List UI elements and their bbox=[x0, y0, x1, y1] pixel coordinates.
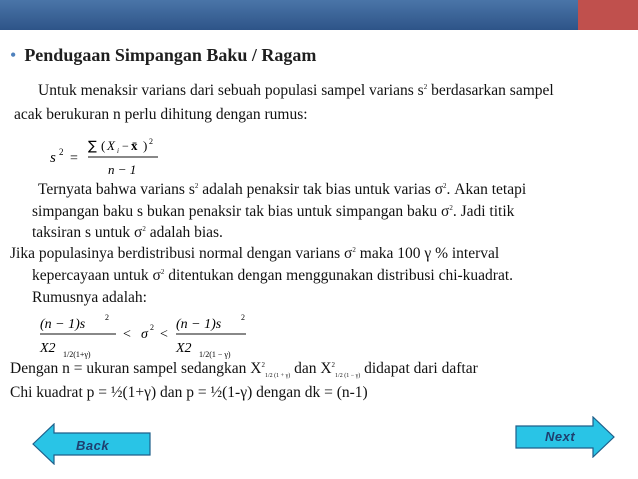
f2-sigma-sq: 2 bbox=[150, 323, 154, 332]
next-button[interactable] bbox=[515, 416, 615, 458]
f1-lhs: s bbox=[50, 150, 56, 166]
formula-confidence-interval bbox=[38, 310, 248, 360]
f2-num-left: (n − 1)s bbox=[40, 317, 86, 332]
p7-sup: 2 bbox=[160, 267, 165, 276]
paragraph-10: Chi kuadrat p = ½(1+γ) dan p = ½(1-γ) dengan dk = (n-1) bbox=[10, 384, 368, 401]
p4-b: . Jadi titik bbox=[452, 203, 515, 220]
p9-sub-a: 1/2 (1 + γ) bbox=[265, 373, 291, 380]
p7-sigma: σ bbox=[152, 267, 161, 284]
p9-sup-a: 2 bbox=[261, 360, 266, 369]
f1-rparen: ) bbox=[143, 138, 148, 153]
p9-sup-b: 2 bbox=[331, 360, 336, 369]
formula-sample-variance bbox=[48, 134, 178, 180]
f2-lt-1: < bbox=[123, 327, 131, 342]
p9-c: didapat dari daftar bbox=[360, 360, 478, 377]
back-button[interactable] bbox=[32, 423, 152, 465]
f2-sq-left: 2 bbox=[105, 313, 109, 322]
f2-sq-right: 2 bbox=[241, 313, 245, 322]
paragraph-5 bbox=[32, 224, 223, 242]
f1-den: n − 1 bbox=[108, 162, 137, 177]
f2-num-right: (n − 1)s bbox=[176, 317, 222, 332]
p3-c: . Akan tetapi bbox=[446, 181, 527, 198]
p7-a: kepercayaan untuk bbox=[32, 267, 153, 284]
p1-text: Untuk menaksir varians dari sebuah populasi sampel varians s bbox=[38, 82, 424, 99]
paragraph-1 bbox=[38, 82, 554, 100]
f1-i: i bbox=[117, 147, 119, 155]
p7-b: ditentukan dengan menggunakan distribusi chi-kuadrat. bbox=[164, 267, 514, 284]
f1-sq: 2 bbox=[59, 147, 64, 157]
paragraph-8: Rumusnya adalah: bbox=[32, 289, 147, 306]
f2-chi-right: X2 bbox=[176, 341, 192, 356]
p9-b: dan X bbox=[290, 360, 332, 377]
f2-lt-2: < bbox=[160, 327, 168, 342]
f1-xi: X bbox=[107, 138, 115, 153]
p5-sup: 2 bbox=[142, 224, 146, 233]
p3-a: Ternyata bahwa varians s bbox=[38, 181, 195, 198]
f1-minus: − bbox=[122, 139, 129, 153]
p4-a: simpangan baku s bukan penaksir tak bias untuk simpangan baku bbox=[32, 203, 441, 220]
slide-title bbox=[10, 45, 316, 66]
header-bar bbox=[0, 0, 638, 30]
p5-sigma: σ bbox=[134, 224, 143, 241]
title-bullet: • bbox=[10, 45, 17, 65]
p3-sup: 2 bbox=[194, 181, 199, 190]
paragraph-4 bbox=[32, 203, 514, 221]
p3-sigma: σ bbox=[434, 181, 444, 198]
f2-sub-right: 1/2(1 − γ) bbox=[199, 350, 231, 359]
paragraph-7 bbox=[32, 267, 513, 285]
p6-sup: 2 bbox=[352, 245, 356, 254]
f2-chi-left: X2 bbox=[40, 341, 56, 356]
paragraph-3 bbox=[38, 181, 526, 199]
p1-sup: 2 bbox=[423, 82, 428, 91]
p9-a: Dengan n = ukuran sampel sedangkan X bbox=[10, 360, 262, 377]
slide-title-text: Pendugaan Simpangan Baku / Ragam bbox=[24, 45, 317, 65]
f2-sub-left: 1/2(1+γ) bbox=[63, 350, 91, 359]
f1-xbar: x̄ bbox=[131, 138, 138, 153]
p3-b: adalah penaksir tak bias untuk varias bbox=[198, 181, 435, 198]
f1-eq: = bbox=[70, 151, 78, 166]
header-accent bbox=[578, 0, 638, 30]
p6-sigma: σ bbox=[344, 245, 353, 262]
next-label: Next bbox=[545, 429, 576, 444]
p6-b: maka 100 γ % interval bbox=[355, 245, 500, 262]
p1-tail: berdasarkan sampel bbox=[427, 82, 554, 99]
f1-lparen: ( bbox=[101, 138, 106, 153]
p9-sub-b: 1/2 (1 − γ) bbox=[335, 373, 361, 380]
p4-sup: 2 bbox=[449, 203, 453, 212]
paragraph-9 bbox=[10, 360, 478, 379]
p6-a: Jika populasinya berdistribusi normal dengan varians bbox=[10, 245, 345, 262]
f1-sum: ∑ bbox=[88, 139, 97, 154]
paragraph-6 bbox=[10, 245, 499, 263]
p3-sup2: 2 bbox=[443, 181, 447, 190]
f1-sq2: 2 bbox=[149, 137, 153, 146]
p5-b: adalah bias. bbox=[145, 224, 223, 241]
back-label: Back bbox=[76, 438, 110, 453]
paragraph-2: acak berukuran n perlu dihitung dengan rumus: bbox=[14, 106, 308, 123]
p5-a: taksiran s untuk bbox=[32, 224, 135, 241]
p4-sigma: σ bbox=[440, 203, 450, 220]
f2-sigma: σ bbox=[141, 327, 148, 342]
